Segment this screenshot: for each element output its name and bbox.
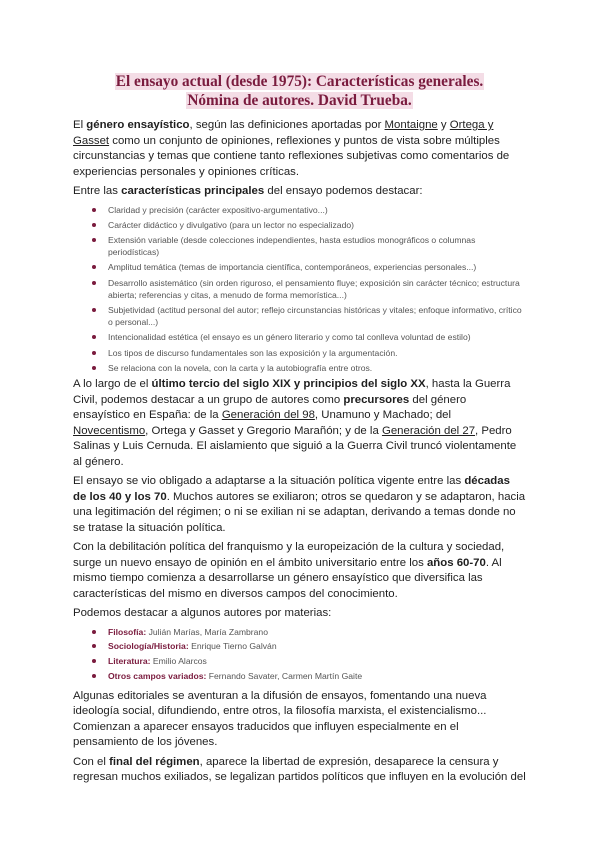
text: , Ortega y Gasset y Gregorio Marañón; y de la	[145, 424, 382, 437]
text: del género ensayístico en España: de la	[73, 393, 467, 422]
text: del ensayo podemos destacar:	[264, 185, 423, 197]
paragraph-end-regime	[73, 755, 526, 786]
title-line-2: Nómina de autores. David Trueba.	[187, 92, 412, 109]
text: El	[73, 119, 87, 131]
text: Con el	[73, 755, 110, 768]
underlined-term: Novecentismo	[73, 424, 146, 437]
text: , Pedro Salinas y Luis Cernuda. El aislamiento que siguió a la Guerra Civil truncó violentamente al género.	[73, 424, 517, 468]
list-item: Intencionalidad estética (el ensayo es un género literario y como tal conlleva voluntad de estilo)	[108, 331, 526, 343]
text: , aparece la libertad de expresión, desaparece la censura y regresan muchos exiliados, se legalizan partidos políticos que influyen en la evolución del	[73, 755, 526, 784]
list-item: Claridad y precisión (carácter expositivo-argumentativo...)	[108, 204, 526, 216]
text: . Al mismo tiempo comienza a desarrollarse un género ensayístico que diversifica las características del mismo en diversos campos del conocimiento.	[73, 556, 502, 600]
title-line-1: El ensayo actual (desde 1975): Características generales.	[115, 73, 484, 90]
author-category: Filosofía:	[108, 626, 147, 637]
list-item	[108, 670, 526, 683]
list-item: Desarrollo asistemático (sin orden riguroso, el pensamiento fluye; exposición sin carácter técnico; estructura abierta; referencias y citas, a menudo de forma memorística...)	[108, 277, 526, 301]
paragraph-precursors	[73, 377, 526, 470]
author-names: Fernando Savater, Carmen Martín Gaite	[206, 671, 363, 682]
list-item	[108, 626, 526, 639]
list-item: Extensión variable (desde colecciones independientes, hasta estudios monográficos o columnas periodísticas)	[108, 234, 526, 258]
list-item: Se relaciona con la novela, con la carta y la autobiografía entre otros.	[108, 362, 526, 374]
paragraph-editorials: Algunas editoriales se aventuran a la difusión de ensayos, fomentando una nueva ideología social, difundiendo, entre otros, la filosofía marxista, el existencialismo... Comienzan a aparecer ensayos traducidos que influyen especialmente en el pensamiento de los jóvenes.	[73, 689, 487, 749]
text: Con la debilitación política del franquismo y la europeización de la cultura y sociedad, surge un nuevo ensayo de opinión en el ámbito universitario entre los	[73, 541, 505, 569]
bold-term: final del régimen	[109, 755, 200, 768]
list-item: Subjetividad (actitud personal del autor; reflejo circunstancias históricas y vitales; enfoque informativo, crítico o personal...)	[108, 304, 526, 328]
underlined-term: Generación del 27	[381, 424, 476, 437]
author-names: Enrique Tierno Galván	[188, 641, 277, 652]
text: y	[437, 119, 450, 131]
text: El ensayo se vio obligado a adaptarse a la situación política vigente entre las	[73, 475, 465, 488]
list-item	[108, 640, 526, 653]
bold-term: último tercio del siglo XIX y principios del siglo XX	[151, 378, 426, 391]
list-item	[108, 655, 526, 668]
text: , hasta la Guerra Civil, podemos destacar a un grupo de autores como	[73, 378, 511, 406]
text: , según las definiciones aportadas por	[189, 119, 385, 131]
document-title	[73, 72, 526, 110]
author-category: Otros campos variados:	[108, 671, 207, 682]
paragraph-characteristics-intro	[73, 184, 526, 200]
bold-term: características principales	[121, 185, 265, 197]
paragraph-authors-intro: Podemos destacar a algunos autores por materias:	[73, 607, 332, 620]
bold-term: precursores	[343, 393, 410, 406]
list-item: Amplitud temática (temas de importancia científica, contemporáneos, experiencias personales...)	[108, 261, 526, 273]
list-item: Los tipos de discurso fundamentales son las exposición y la argumentación.	[108, 347, 526, 359]
text: , Unamuno y Machado; del	[314, 409, 452, 422]
author-category: Sociología/Historia:	[108, 641, 189, 652]
text: Entre las	[73, 185, 122, 197]
bold-term: décadas de los 40 y los 70	[73, 475, 510, 503]
text: como un conjunto de opiniones, reflexiones y puntos de vista sobre múltiples circunstancias y temas que contiene tanto reflexiones subjetivas como comentarios de experiencias personales y opiniones críticas.	[73, 134, 510, 178]
underlined-name-montaigne: Montaigne	[384, 119, 438, 131]
underlined-term: Generación del 98	[221, 409, 315, 422]
author-names: Emilio Alarcos	[150, 656, 207, 667]
paragraph-definition	[73, 118, 526, 180]
authors-list	[73, 626, 526, 683]
list-item: Carácter didáctico y divulgativo (para un lector no especializado)	[108, 219, 526, 231]
bold-term: género ensayístico	[86, 119, 190, 131]
underlined-name-ortega: Ortega y Gasset	[73, 119, 494, 147]
characteristics-list	[73, 204, 526, 374]
text: . Muchos autores se exiliaron; otros se quedaron y se adaptaron, hacia una legitimación del régimen; o ni se exilian ni se adaptan, derivando a temas donde no se tratase la situación política.	[73, 490, 526, 534]
text: A lo largo de el	[73, 378, 152, 391]
bold-term: años 60-70	[426, 556, 486, 569]
paragraph-postwar	[73, 474, 526, 536]
paragraph-sixties	[73, 540, 526, 602]
author-category: Literatura:	[108, 656, 151, 667]
author-names: Julián Marías, María Zambrano	[146, 626, 268, 637]
